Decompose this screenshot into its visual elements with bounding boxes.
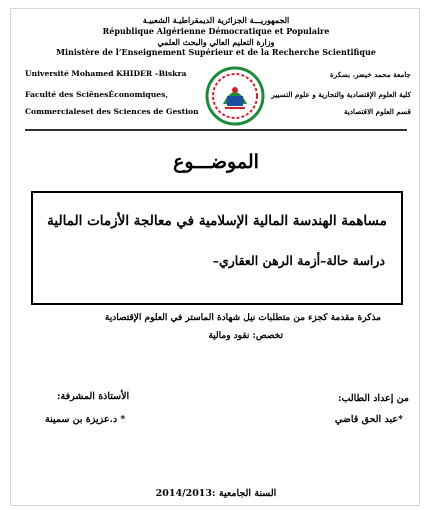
thesis-title-line-2: دراسة حالة–أزمة الرهن العقاري–: [212, 253, 385, 268]
student-name: *عبد الحق قاضي: [334, 414, 403, 425]
supervisor-label: الأستاذة المشرفة:: [57, 391, 130, 402]
academic-year: السنة الجامعية :2014/2013: [155, 488, 277, 499]
header-divider: [25, 129, 407, 131]
ministry-title-french: Ministère de l’Enseignement Supérieur et de la Recherche Scientifique: [56, 47, 376, 57]
department-name-arabic: قسم العلوم الاقتصادية: [343, 107, 411, 116]
supervisor-name: * د.عزيزة بن سمينة: [45, 414, 126, 425]
document-page: [10, 8, 420, 506]
government-title-french: République Algérienne Démocratique et Populaire: [102, 26, 330, 36]
ministry-title-arabic: وزارة التعليم العالي والبحث العلمي: [157, 37, 275, 47]
university-name-arabic: جامعة محمد خيضر، بسكرة: [330, 70, 411, 79]
thesis-title-box: [31, 191, 403, 305]
faculty-name-french-line-2: Commercialeset des Sciences de Gestion: [25, 107, 199, 116]
university-seal-icon: [205, 66, 265, 126]
subject-heading: الموضـــوع: [173, 151, 259, 173]
specialization: تخصص: نقود ومالية: [208, 331, 283, 341]
student-label: من إعداد الطالب:: [337, 393, 409, 404]
faculty-name-arabic: كلية العلوم الإقتصادية والتجارية و علوم التسيير: [271, 90, 411, 99]
government-title-arabic: الجمهوريـــة الجزائرية الديمقراطيـة الشعبيـة: [142, 15, 290, 25]
memo-description: مذكرة مقدمة كجزء من متطلبات نيل شهادة الماستر في العلوم الإقتصادية: [104, 313, 381, 323]
university-name-french: Université Mohamed KHIDER –Biskra: [25, 69, 187, 78]
thesis-title-line-1: مساهمة الهندسة المالية الإسلامية في معالجة الأزمات المالية: [47, 213, 387, 229]
faculty-name-french: Faculté des SciênesÉconomiques,: [25, 90, 168, 99]
